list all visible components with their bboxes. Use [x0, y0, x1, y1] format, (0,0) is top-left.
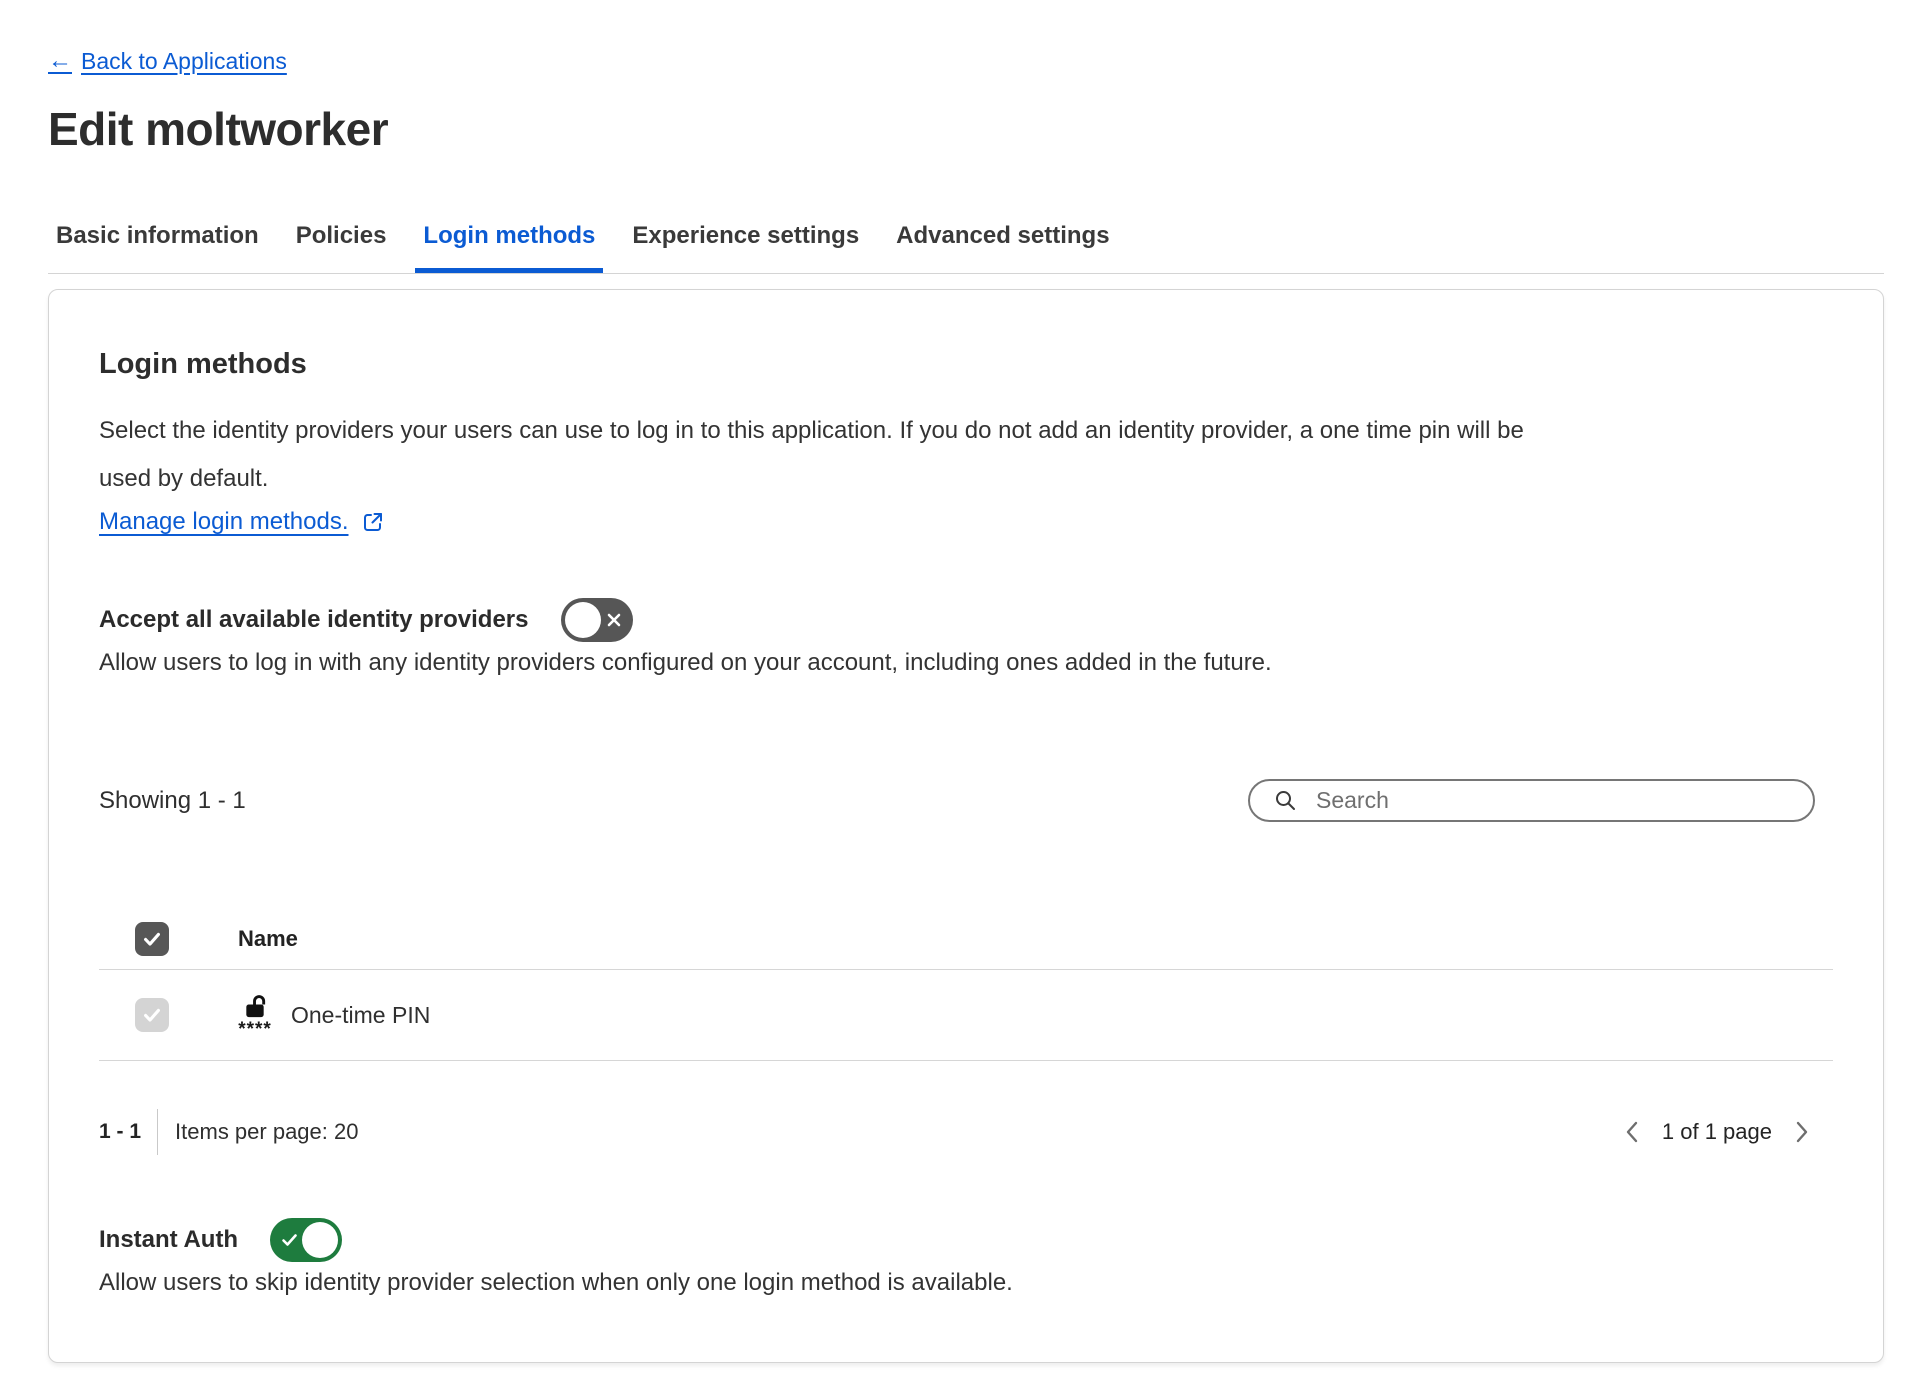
previous-page-button[interactable]: [1619, 1117, 1647, 1147]
checkmark-icon: [141, 928, 163, 950]
login-methods-panel: [48, 289, 1884, 1363]
pin-mask-label: ****: [238, 1018, 272, 1040]
row-checkbox: [135, 998, 169, 1032]
instant-auth-row: [99, 1218, 1833, 1262]
manage-link-label: Manage login methods.: [99, 508, 349, 535]
list-controls: [99, 779, 1833, 822]
login-methods-table: [99, 922, 1833, 1061]
pagination-right: [1619, 1117, 1815, 1147]
back-to-applications-link[interactable]: [48, 46, 287, 76]
page-title: Edit moltworker: [48, 103, 389, 155]
item-range: 1 - 1: [99, 1120, 142, 1143]
chevron-left-icon: [1621, 1119, 1645, 1145]
showing-count: Showing 1 - 1: [99, 786, 246, 814]
accept-all-description: Allow users to log in with any identity providers configured on your account, including ones added in the future.: [99, 649, 1272, 676]
toggle-check-icon: [281, 1232, 298, 1248]
table-header-row: [99, 922, 1833, 970]
search-box: [1248, 779, 1815, 822]
unlocked-padlock-icon: [241, 992, 269, 1019]
accept-all-row: [99, 598, 1833, 642]
tab-experience-settings[interactable]: Experience settings: [632, 222, 860, 249]
name-column-header: Name: [238, 926, 298, 951]
tab-basic-information[interactable]: Basic information: [56, 222, 259, 249]
chevron-right-icon: [1789, 1119, 1813, 1145]
instant-auth-description: Allow users to skip identity provider selection when only one login method is available.: [99, 1269, 1013, 1296]
page-status: 1 of 1 page: [1661, 1119, 1772, 1144]
tab-policies[interactable]: Policies: [295, 222, 387, 249]
toggle-x-icon: [606, 612, 622, 628]
manage-login-methods-link[interactable]: [99, 507, 385, 537]
select-all-checkbox[interactable]: [135, 922, 169, 956]
items-per-page[interactable]: Items per page: 20: [175, 1119, 359, 1144]
toggle-knob: [565, 602, 601, 638]
login-method-name: One-time PIN: [291, 1001, 431, 1028]
tab-advanced-settings[interactable]: Advanced settings: [896, 222, 1110, 249]
search-input[interactable]: [1248, 779, 1815, 822]
search-icon: [1274, 789, 1297, 812]
section-description: Select the identity providers your users can use to log in to this application. If you do not add an identity provider, a one time pin will be used by default.: [99, 417, 1524, 492]
back-link-label: Back to Applications: [81, 48, 287, 74]
divider: [157, 1109, 158, 1155]
tab-login-methods[interactable]: Login methods: [415, 221, 603, 273]
pagination-left: [99, 1109, 358, 1155]
tab-bar: [48, 221, 1884, 274]
accept-all-toggle[interactable]: [561, 598, 633, 642]
checkmark-icon: [141, 1004, 163, 1026]
back-arrow-icon: ←: [48, 47, 72, 74]
next-page-button[interactable]: [1787, 1117, 1815, 1147]
table-row[interactable]: [99, 970, 1833, 1061]
pagination-bar: [99, 1109, 1833, 1155]
external-link-icon: [361, 510, 385, 534]
instant-auth-toggle[interactable]: [270, 1218, 342, 1262]
accept-all-label: Accept all available identity providers: [99, 606, 529, 633]
toggle-knob: [302, 1222, 338, 1258]
section-heading: Login methods: [99, 348, 307, 380]
instant-auth-label: Instant Auth: [99, 1226, 239, 1253]
otp-lock-icon: [227, 992, 283, 1039]
